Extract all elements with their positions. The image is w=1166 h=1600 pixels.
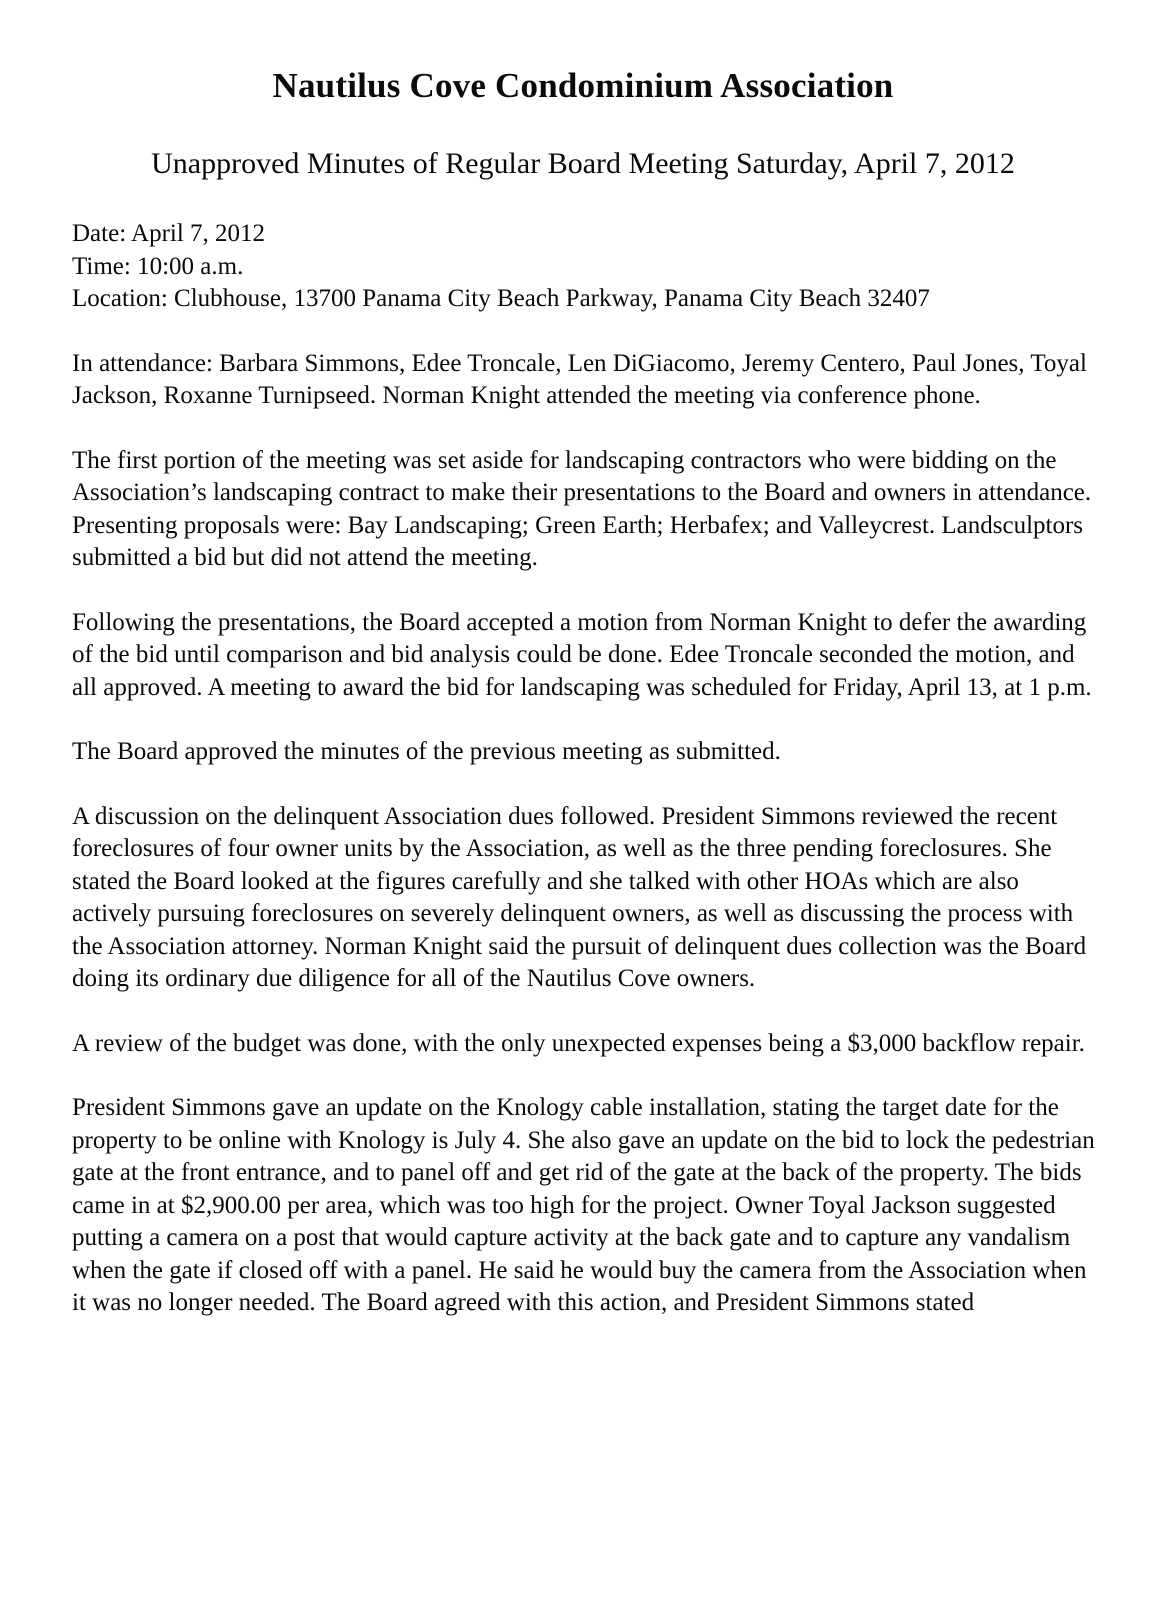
meeting-location: Location: Clubhouse, 13700 Panama City Beach Parkway, Panama City Beach 32407 xyxy=(72,285,930,312)
document-subtitle: Unapproved Minutes of Regular Board Meeting Saturday, April 7, 2012 xyxy=(151,147,1015,180)
budget-review-paragraph: A review of the budget was done, with the only unexpected expenses being a $3,000 backflow repair. xyxy=(72,1029,1085,1057)
attendance-paragraph: In attendance: Barbara Simmons, Edee Troncale, Len DiGiacomo, Jeremy Centero, Paul Jones, Toyal Jackson, Roxanne Turnipseed. Norman Knight attended the meeting via conference phone. xyxy=(72,349,1087,409)
meeting-time: Time: 10:00 a.m. xyxy=(72,252,244,280)
bid-deferral-paragraph: Following the presentations, the Board accepted a motion from Norman Knight to defer the awarding of the bid until comparison and bid analysis could be done. Edee Troncale seconded the motion, and all approved. A meeting to award the bid for landscaping was scheduled for Friday, April 13, at 1 p.m. xyxy=(72,608,1092,701)
meeting-details xyxy=(72,218,1102,316)
landscaping-presentations-paragraph: The first portion of the meeting was set aside for landscaping contractors who were bidding on the Association’s landscaping contract to make their presentations to the Board and owners in attendance. Presenting proposals were: Bay Landscaping; Green Earth; Herbafex; and Valleycrest. Landsculptors submitted a bid but did not attend the meeting. xyxy=(72,446,1092,571)
minutes-approval-paragraph: The Board approved the minutes of the previous meeting as submitted. xyxy=(72,738,781,765)
meeting-date: Date: April 7, 2012 xyxy=(72,220,266,247)
knology-update-paragraph: President Simmons gave an update on the Knology cable installation, stating the target date for the property to be online with Knology is July 4. She also gave an update on the bid to lock the pedestrian gate at the front entrance, and to panel off and get rid of the gate at the back of the property. The bids came in at $2,900.00 per area, which was too high for the project. Owner Toyal Jackson suggested putting a camera on a post that would capture activity at the back gate and to capture any vandalism when the gate if closed off with a panel. He said he would buy the camera from the Association when it was no longer needed. The Board agreed with this action, and President Simmons stated xyxy=(72,1094,1095,1316)
delinquent-dues-paragraph: A discussion on the delinquent Association dues followed. President Simmons reviewed the recent foreclosures of four owner units by the Association, as well as the three pending foreclosures. She stated the Board looked at the figures carefully and she talked with other HOAs which are also actively pursuing foreclosures on severely delinquent owners, as well as discussing the process with the Association attorney. Norman Knight said the pursuit of delinquent dues collection was the Board doing its ordinary due diligence for all of the Nautilus Cove owners. xyxy=(72,802,1087,992)
document-title: Nautilus Cove Condominium Association xyxy=(272,66,894,105)
document-body xyxy=(72,218,1102,1352)
